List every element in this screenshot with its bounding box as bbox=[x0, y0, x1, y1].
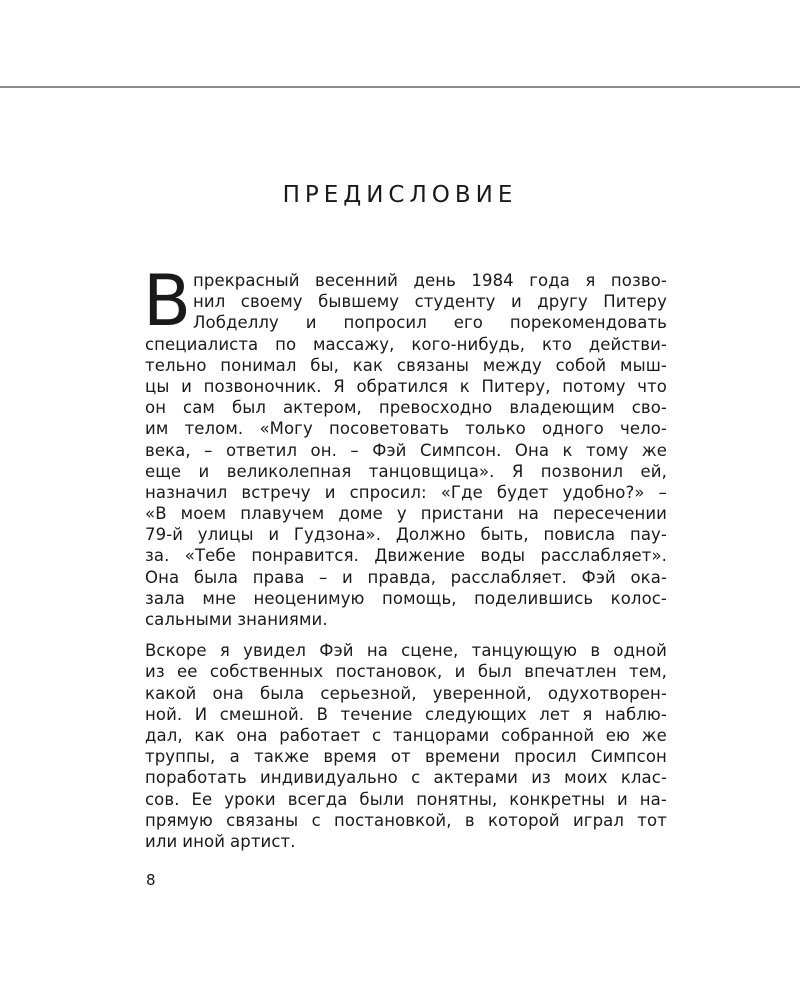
text-line: дал, как она работает с танцорами собранной ею же bbox=[145, 725, 667, 745]
text-line: Вскоре я увидел Фэй на сцене, танцующую в одной bbox=[145, 641, 667, 661]
text-line: Лобделлу и попросил его порекомендовать bbox=[193, 313, 667, 333]
paragraph-1 bbox=[145, 270, 667, 630]
text-line: им телом. «Могу посоветовать только одного чело- bbox=[145, 419, 667, 439]
text-line: 79-й улицы и Гудзона». Должно быть, повисла пау- bbox=[145, 525, 667, 545]
text-line: зала мне неоценимую помощь, поделившись колос- bbox=[145, 588, 667, 608]
text-line: или иной артист. bbox=[145, 831, 296, 851]
text-line: сальными знаниями. bbox=[145, 610, 328, 629]
text-line: он сам был актером, превосходно владеющим сво- bbox=[145, 398, 667, 418]
text-line: из ее собственных постановок, и был впечатлен тем, bbox=[145, 662, 667, 682]
text-line: века, – ответил он. – Фэй Симпсон. Она к тому же bbox=[145, 440, 667, 460]
page-number: 8 bbox=[146, 871, 156, 889]
body-text bbox=[143, 260, 667, 852]
paragraph-2 bbox=[145, 640, 667, 852]
text-line: прямую связаны с постановкой, в которой играл тот bbox=[145, 810, 667, 830]
text-line: труппы, а также время от времени просил Симпсон bbox=[145, 747, 667, 767]
text-line: тельно понимал бы, как связаны между собой мыш- bbox=[145, 355, 667, 375]
text-line: поработать индивидуально с актерами из моих клас- bbox=[145, 768, 667, 788]
text-line: ной. И смешной. В течение следующих лет я наблю- bbox=[145, 704, 667, 724]
page-title: ПРЕДИСЛОВИЕ bbox=[282, 182, 518, 208]
text-line: за. «Тебе понравится. Движение воды расслабляет». bbox=[145, 546, 667, 566]
text-line: сов. Ее уроки всегда были понятны, конкретны и на- bbox=[145, 789, 667, 809]
text-line: еще и великолепная танцовщица». Я позвонил ей, bbox=[145, 461, 667, 481]
text-line: назначил встречу и спросил: «Где будет удобно?» – bbox=[145, 482, 667, 502]
drop-cap: В bbox=[143, 260, 192, 342]
text-line: «В моем плавучем доме у пристани на пересечении bbox=[145, 504, 667, 524]
top-divider bbox=[0, 86, 800, 88]
text-line: какой она была серьезной, уверенной, одухотворен- bbox=[145, 683, 667, 703]
text-line: цы и позвоночник. Я обратился к Питеру, потому что bbox=[145, 376, 667, 396]
text-line: прекрасный весенний день 1984 года я позво- bbox=[193, 271, 667, 290]
text-line: Она была права – и правда, расслабляет. Фэй ока- bbox=[145, 567, 667, 587]
text-line: нил своему бывшему студенту и другу Питеру bbox=[193, 292, 667, 312]
text-line: специалиста по массажу, кого-нибудь, кто действи- bbox=[145, 334, 667, 354]
